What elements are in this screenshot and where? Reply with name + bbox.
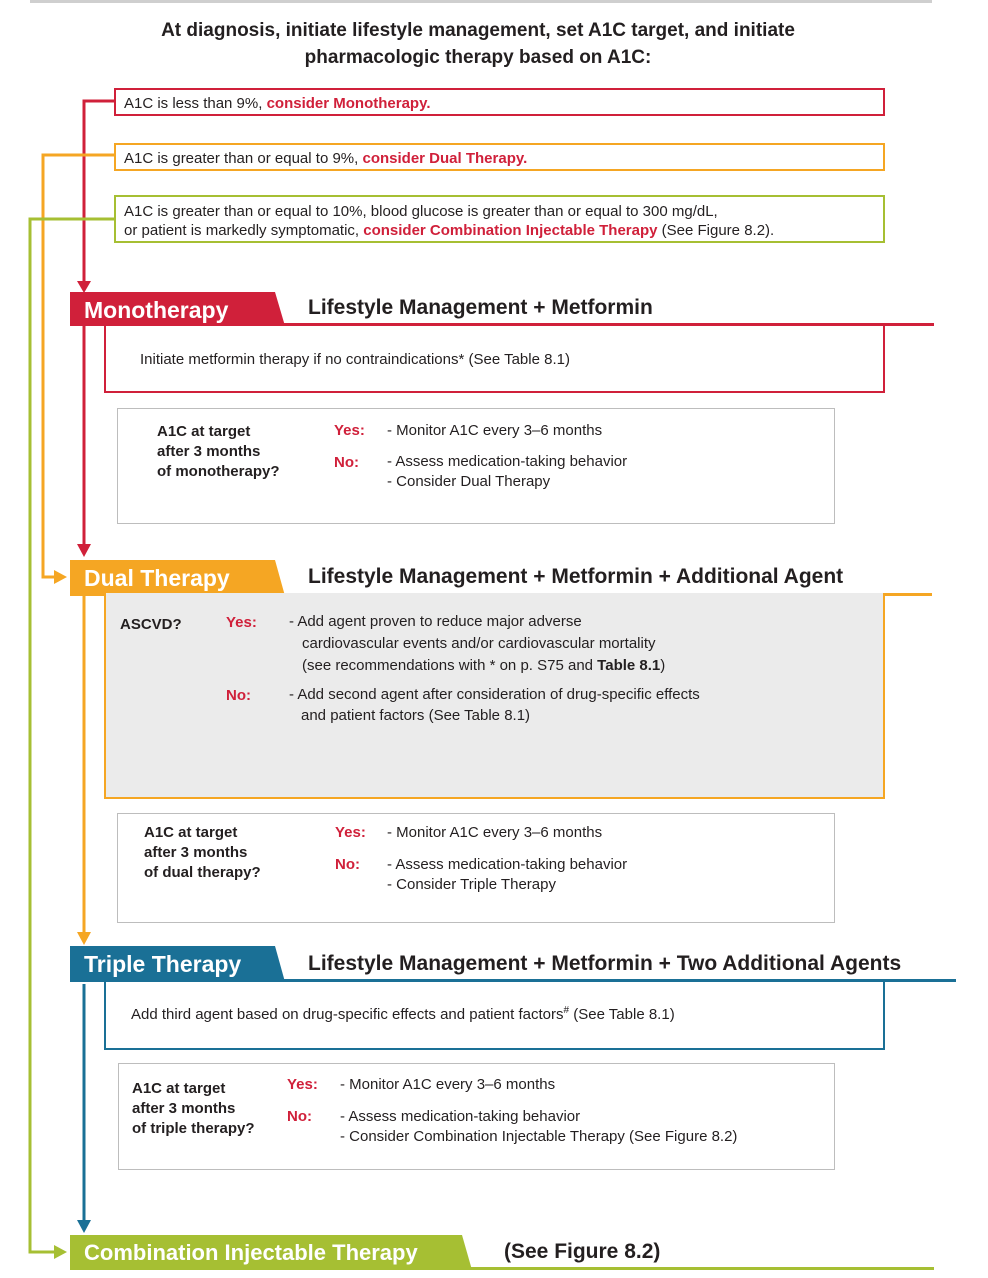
- monotherapy-no-label: No:: [334, 454, 359, 471]
- arrow-orange-2: [77, 932, 91, 945]
- dual-question: A1C at target after 3 months of dual therapy?: [144, 824, 261, 881]
- arrow-red-2: [77, 544, 91, 557]
- criterion-dual-text: A1C is greater than or equal to 9%,: [124, 150, 363, 167]
- monotherapy-heading: Lifestyle Management + Metformin: [308, 296, 653, 319]
- dual-ascvd-yes-text: - Add agent proven to reduce major adverse cardiovascular events and/or cardiovascular mortality (see recommendations with * on p. S75 and Table 8.1): [289, 613, 666, 674]
- monotherapy-yes-label: Yes:: [334, 422, 365, 439]
- dual-heading: Lifestyle Management + Metformin + Additional Agent: [308, 565, 844, 588]
- monotherapy-body-text: Initiate metformin therapy if no contraindications* (See Table 8.1): [140, 351, 570, 368]
- title-line-2: pharmacologic therapy based on A1C:: [304, 47, 652, 68]
- monotherapy-tab: Monotherapy: [84, 297, 229, 323]
- arrow-teal: [77, 1220, 91, 1233]
- triple-no-text: - Assess medication-taking behavior - Consider Combination Injectable Therapy (See Figure 8.2): [340, 1108, 738, 1145]
- arrow-green: [54, 1245, 67, 1259]
- triple-heading: Lifestyle Management + Metformin + Two Additional Agents: [308, 952, 902, 975]
- triple-tab: Triple Therapy: [84, 951, 242, 977]
- dual-no-text: - Assess medication-taking behavior - Consider Triple Therapy: [387, 856, 628, 893]
- dual-tab: Dual Therapy: [84, 565, 230, 591]
- criterion-dual-action: consider Dual Therapy.: [362, 150, 528, 167]
- combination-tab: Combination Injectable Therapy: [84, 1240, 418, 1265]
- triple-body-text: Add third agent based on drug-specific effects and patient factors# (See Table 8.1): [131, 1005, 675, 1023]
- criterion-mono-action: consider Monotherapy.: [266, 95, 431, 112]
- criterion-combo-line-1: A1C is greater than or equal to 10%, blood glucose is greater than or equal to 300 mg/dL,: [124, 203, 718, 220]
- dual-ascvd-yes-label: Yes:: [226, 614, 257, 631]
- monotherapy-yes-text: - Monitor A1C every 3–6 months: [387, 422, 603, 439]
- connector-red: [84, 101, 114, 282]
- dual-ascvd-no-text: - Add second agent after consideration of drug-specific effects and patient factors (See Table 8.1): [289, 686, 700, 724]
- dual-yes-text: - Monitor A1C every 3–6 months: [387, 824, 603, 841]
- dual-no-label: No:: [335, 856, 360, 873]
- triple-yes-text: - Monitor A1C every 3–6 months: [340, 1076, 556, 1093]
- monotherapy-question: A1C at target after 3 months of monotherapy?: [157, 423, 280, 480]
- title-line-1: At diagnosis, initiate lifestyle management, set A1C target, and initiate: [161, 20, 795, 41]
- triple-question: A1C at target after 3 months of triple therapy?: [132, 1080, 255, 1137]
- dual-yes-label: Yes:: [335, 824, 366, 841]
- dual-ascvd-label: ASCVD?: [120, 616, 182, 633]
- triple-yes-label: Yes:: [287, 1076, 318, 1093]
- criterion-mono-text: A1C is less than 9%,: [124, 95, 267, 112]
- criterion-combo-line-2: or patient is markedly symptomatic, consider Combination Injectable Therapy (See Figure 8.2).: [124, 222, 775, 239]
- combination-reference: (See Figure 8.2): [504, 1240, 661, 1263]
- criterion-combo-action: consider Combination Injectable Therapy: [363, 222, 658, 239]
- arrow-orange-1: [54, 570, 67, 584]
- monotherapy-no-text: - Assess medication-taking behavior - Consider Dual Therapy: [387, 453, 628, 490]
- dual-ascvd-no-label: No:: [226, 687, 251, 704]
- triple-no-label: No:: [287, 1108, 312, 1125]
